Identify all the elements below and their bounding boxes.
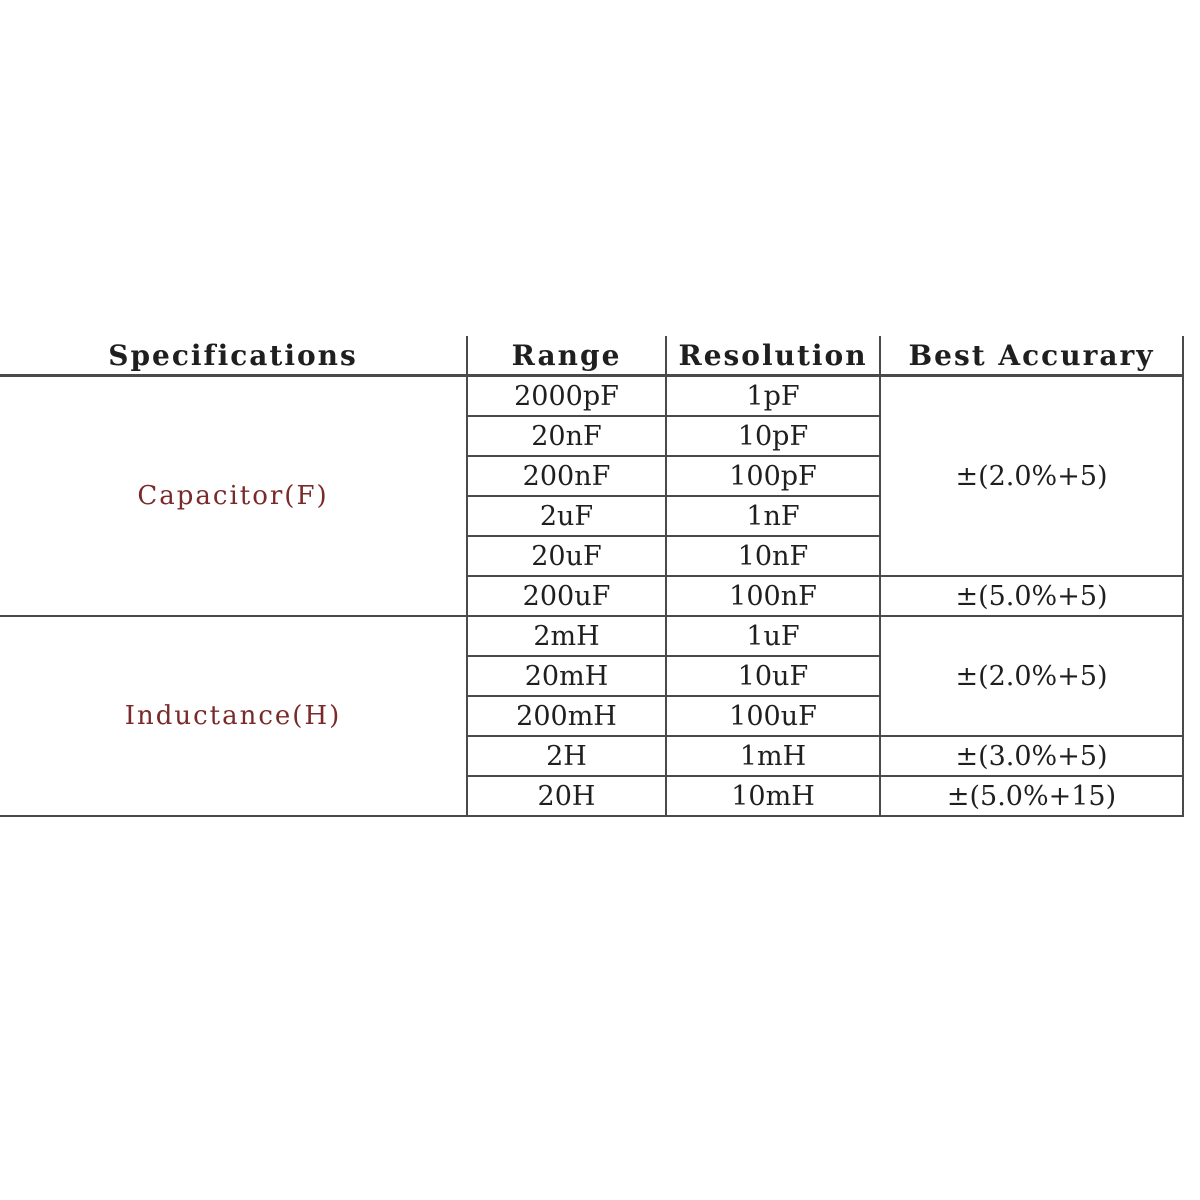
header-specifications: Specifications	[0, 336, 467, 376]
accuracy-cell: ±(5.0%+15)	[880, 776, 1183, 816]
resolution-cell: 100uF	[666, 696, 880, 736]
range-cell: 200mH	[467, 696, 666, 736]
resolution-cell: 100nF	[666, 576, 880, 616]
header-resolution: Resolution	[666, 336, 880, 376]
table-row	[0, 616, 1183, 656]
range-cell: 2mH	[467, 616, 666, 656]
resolution-cell: 10nF	[666, 536, 880, 576]
range-cell: 20H	[467, 776, 666, 816]
range-cell: 200uF	[467, 576, 666, 616]
range-cell: 2H	[467, 736, 666, 776]
header-row	[0, 336, 1183, 376]
accuracy-cell: ±(3.0%+5)	[880, 736, 1183, 776]
inductance-label: Inductance(H)	[0, 616, 467, 816]
accuracy-cell: ±(2.0%+5)	[880, 616, 1183, 736]
accuracy-cell: ±(2.0%+5)	[880, 376, 1183, 577]
table-header	[0, 336, 1183, 376]
header-range: Range	[467, 336, 666, 376]
resolution-cell: 1uF	[666, 616, 880, 656]
range-cell: 20mH	[467, 656, 666, 696]
accuracy-cell: ±(5.0%+5)	[880, 576, 1183, 616]
resolution-cell: 10uF	[666, 656, 880, 696]
range-cell: 200nF	[467, 456, 666, 496]
specifications-table	[0, 336, 1184, 817]
table-body	[0, 376, 1183, 817]
range-cell: 20uF	[467, 536, 666, 576]
resolution-cell: 1nF	[666, 496, 880, 536]
range-cell: 20nF	[467, 416, 666, 456]
range-cell: 2uF	[467, 496, 666, 536]
table-row	[0, 376, 1183, 417]
resolution-cell: 10pF	[666, 416, 880, 456]
range-cell: 2000pF	[467, 376, 666, 417]
resolution-cell: 1pF	[666, 376, 880, 417]
resolution-cell: 1mH	[666, 736, 880, 776]
capacitor-label: Capacitor(F)	[0, 376, 467, 617]
header-accuracy: Best Accurary	[880, 336, 1183, 376]
resolution-cell: 100pF	[666, 456, 880, 496]
resolution-cell: 10mH	[666, 776, 880, 816]
